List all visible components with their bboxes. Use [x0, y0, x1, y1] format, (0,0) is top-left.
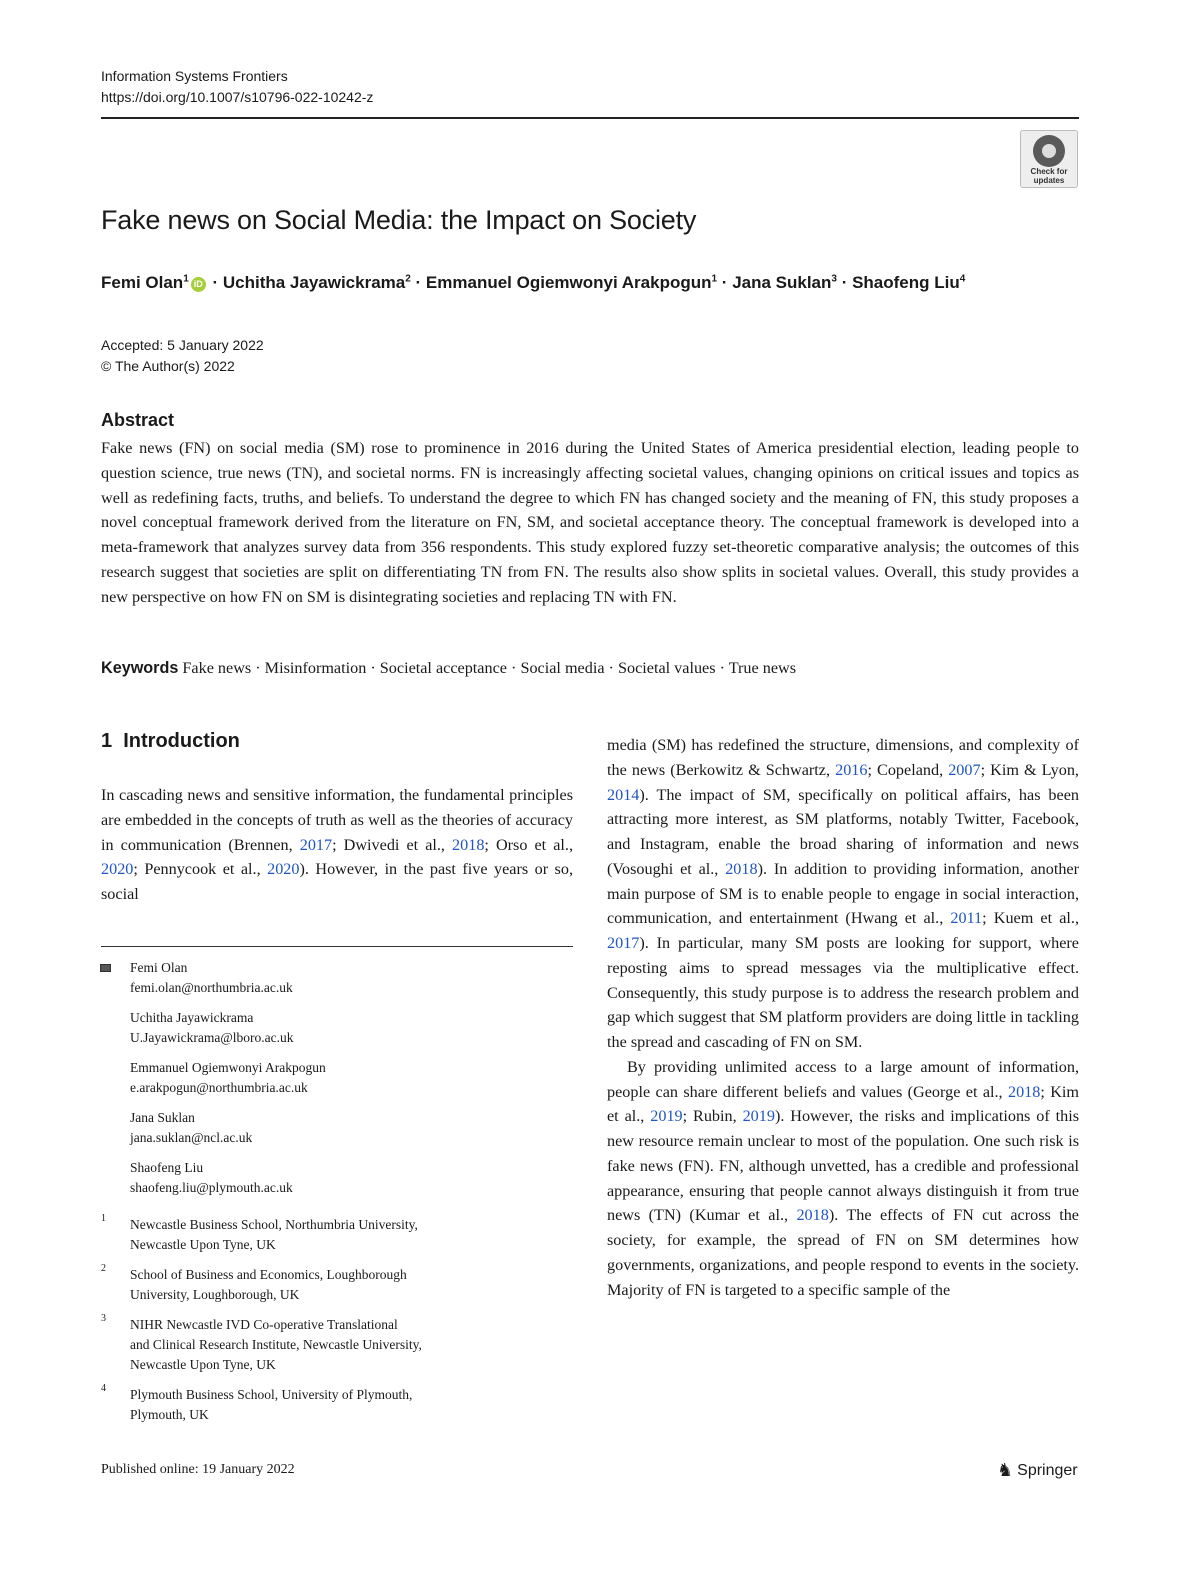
- affiliation-line: School of Business and Economics, Loughborough: [130, 1267, 407, 1282]
- affiliation-marker: 4: [959, 273, 966, 285]
- envelope-icon: [100, 964, 111, 972]
- footnote-rule: [101, 946, 573, 947]
- keywords: [101, 659, 796, 678]
- contact-name: Shaofeng Liu: [130, 1160, 204, 1175]
- orcid-icon[interactable]: iD: [191, 277, 206, 292]
- contact-email[interactable]: jana.suklan@ncl.ac.uk: [130, 1130, 253, 1145]
- section-number: 1: [101, 730, 113, 752]
- doi-link[interactable]: https://doi.org/10.1007/s10796-022-10242-z: [101, 89, 374, 105]
- contact-email[interactable]: U.Jayawickrama@lboro.ac.uk: [130, 1030, 294, 1045]
- publisher-name: Springer: [1017, 1462, 1078, 1479]
- affiliation-entry: [130, 1385, 412, 1425]
- citation-link[interactable]: 2019: [742, 1107, 775, 1126]
- contact-name: Jana Suklan: [130, 1110, 195, 1125]
- citation-link[interactable]: 2020: [101, 860, 134, 879]
- contact-entry: [130, 1158, 293, 1198]
- contact-name: Uchitha Jayawickrama: [130, 1010, 254, 1025]
- citation-link[interactable]: 2019: [650, 1107, 683, 1126]
- section-title: Introduction: [123, 730, 240, 752]
- affiliation-entry: [130, 1215, 418, 1255]
- affiliation-marker: 2: [405, 273, 411, 285]
- contact-entry: [130, 958, 293, 998]
- affiliation-number: 1: [101, 1213, 106, 1224]
- citation-link[interactable]: 2011: [950, 909, 983, 928]
- author-name[interactable]: Femi Olan: [101, 273, 184, 292]
- affiliation-marker: 3: [831, 273, 837, 285]
- intro-column-right: [607, 733, 1079, 1302]
- citation-link[interactable]: 2020: [267, 860, 300, 879]
- affiliation-number: 4: [101, 1383, 106, 1394]
- citation-link[interactable]: 2018: [796, 1206, 829, 1225]
- contact-entry: [130, 1058, 326, 1098]
- keywords-label: Keywords: [101, 659, 179, 677]
- accepted-date: Accepted: 5 January 2022: [101, 337, 264, 353]
- intro-column-left: In cascading news and sensitive information, the fundamental principles are embedded in the concepts of truth as well as the theories of accuracy in communication (Brennen, 2017; Dwivedi et al., 2018; Orso et al., 2020; Pennycook et al., 2020). However, in the past five years or so, social: [101, 786, 574, 903]
- author-list: [101, 273, 965, 293]
- contact-email[interactable]: shaofeng.liu@plymouth.ac.uk: [130, 1180, 293, 1195]
- contact-name: Emmanuel Ogiemwonyi Arakpogun: [130, 1060, 326, 1075]
- journal-header: [101, 66, 373, 108]
- journal-name: Information Systems Frontiers: [101, 68, 288, 84]
- contact-email[interactable]: femi.olan@northumbria.ac.uk: [130, 980, 293, 995]
- affiliation-line: Newcastle Business School, Northumbria University,: [130, 1217, 418, 1232]
- contact-email[interactable]: e.arakpogun@northumbria.ac.uk: [130, 1080, 308, 1095]
- abstract-text: Fake news (FN) on social media (SM) rose to prominence in 2016 during the United States of America presidential election, leading people to question science, true news (TN), and societal norms. FN is increasingly affecting societal values, changing opinions on critical issues and topics as well as redefining facts, truths, and beliefs. To understand the degree to which FN has changed society and the meaning of FN, this study proposes a novel conceptual framework derived from the literature on FN, SM, and societal acceptance theory. The conceptual framework is developed into a meta-framework that analyzes survey data from 356 respondents. This study explored fuzzy set-theoretic comparative analysis; the outcomes of this research suggest that societies are split on differentiating TN from FN. The results also show splits in societal values. Overall, this study provides a new perspective on how FN on SM is disintegrating societies and replacing TN with FN.: [101, 439, 1079, 606]
- affiliation-entry: [130, 1315, 422, 1375]
- affiliation-line: Plymouth Business School, University of Plymouth,: [130, 1387, 413, 1402]
- check-for-updates-badge[interactable]: [1020, 130, 1078, 188]
- crossmark-icon: [1033, 135, 1065, 167]
- publisher-logo: [997, 1460, 1078, 1481]
- citation-link[interactable]: 2014: [607, 785, 640, 804]
- author-name[interactable]: Emmanuel Ogiemwonyi Arakpogun: [425, 273, 712, 292]
- affiliation-line: University, Loughborough, UK: [130, 1287, 300, 1302]
- citation-link[interactable]: 2016: [835, 760, 868, 779]
- affiliation-marker: 1: [711, 273, 718, 285]
- springer-horse-icon: ♞: [997, 1460, 1014, 1480]
- keywords-list: Fake news · Misinformation · Societal acceptance · Social media · Societal values · True news: [182, 659, 797, 677]
- citation-link[interactable]: 2018: [1007, 1082, 1041, 1101]
- affiliation-line: NIHR Newcastle IVD Co-operative Translational: [130, 1317, 398, 1332]
- author-separator: ·: [410, 273, 426, 292]
- intro-paragraph-1-continued: media (SM) has redefined the structure, dimensions, and complexity of the news (Berkowitz & Schwartz, 2016; Copeland, 2007; Kim & Lyon, 2014). The impact of SM, specifically on political affairs, has been attracting more interest, as SM platforms, notably Twitter, Facebook, and Instagram, enable the broad sharing of information and news (Vosoughi et al., 2018). In addition to providing information, another main purpose of SM is to enable people to engage in social interaction, communication, and entertainment (Hwang et al., 2011; Kuem et al., 2017). In particular, many SM posts are looking for support, where reposting aims to spread messages via the multiplicative effect. Consequently, this study purpose is to address the research problem and gap which suggest that SM platform providers are doing little in tackling the spread and cascading of FN on SM.: [607, 736, 1080, 1051]
- affiliation-number: 2: [101, 1263, 106, 1274]
- abstract-heading: Abstract: [101, 410, 175, 430]
- affiliation-marker: 1: [183, 273, 189, 285]
- citation-link[interactable]: 2007: [948, 760, 981, 779]
- publication-dates: [101, 335, 264, 377]
- citation-link[interactable]: 2018: [725, 859, 758, 878]
- citation-link[interactable]: 2017: [299, 835, 333, 854]
- author-separator: ·: [836, 273, 853, 292]
- citation-link[interactable]: 2018: [452, 835, 485, 854]
- affiliation-line: Newcastle Upon Tyne, UK: [130, 1357, 276, 1372]
- author-name[interactable]: Shaofeng Liu: [852, 273, 960, 292]
- published-online: Published online: 19 January 2022: [101, 1462, 295, 1477]
- affiliation-line: and Clinical Research Institute, Newcastle University,: [130, 1337, 422, 1352]
- affiliation-line: Newcastle Upon Tyne, UK: [130, 1237, 276, 1252]
- intro-paragraph-2: By providing unlimited access to a large amount of information, people can share different beliefs and values (George et al., 2018; Kim et al., 2019; Rubin, 2019). However, the risks and implications of this new resource remain unclear to most of the population. One such risk is fake news (FN). FN, although unvetted, has a credible and professional appearance, ensuring that people cannot always distinguish it from true news (TN) (Kumar et al., 2018). The effects of FN cut across the society, for example, the spread of FN on SM determines how governments, organizations, and people respond to events in the society. Majority of FN is targeted to a specific sample of the: [607, 1057, 1080, 1299]
- affiliation-line: Plymouth, UK: [130, 1407, 209, 1422]
- paper-title: Fake news on Social Media: the Impact on Society: [101, 205, 697, 235]
- citation-link[interactable]: 2017: [607, 934, 640, 952]
- affiliation-number: 3: [101, 1313, 106, 1324]
- copyright-line: © The Author(s) 2022: [101, 358, 235, 374]
- author-separator: ·: [207, 273, 223, 292]
- section-heading: [101, 730, 240, 753]
- affiliation-entry: [130, 1265, 407, 1305]
- header-rule: [101, 117, 1079, 119]
- contact-entry: [130, 1008, 294, 1048]
- contact-name: Femi Olan: [130, 960, 188, 975]
- author-separator: ·: [717, 273, 733, 292]
- check-for-updates-text: Check for updates: [1030, 167, 1068, 185]
- contact-entry: [130, 1108, 252, 1148]
- author-name[interactable]: Uchitha Jayawickrama: [222, 273, 406, 292]
- author-name[interactable]: Jana Suklan: [732, 273, 832, 292]
